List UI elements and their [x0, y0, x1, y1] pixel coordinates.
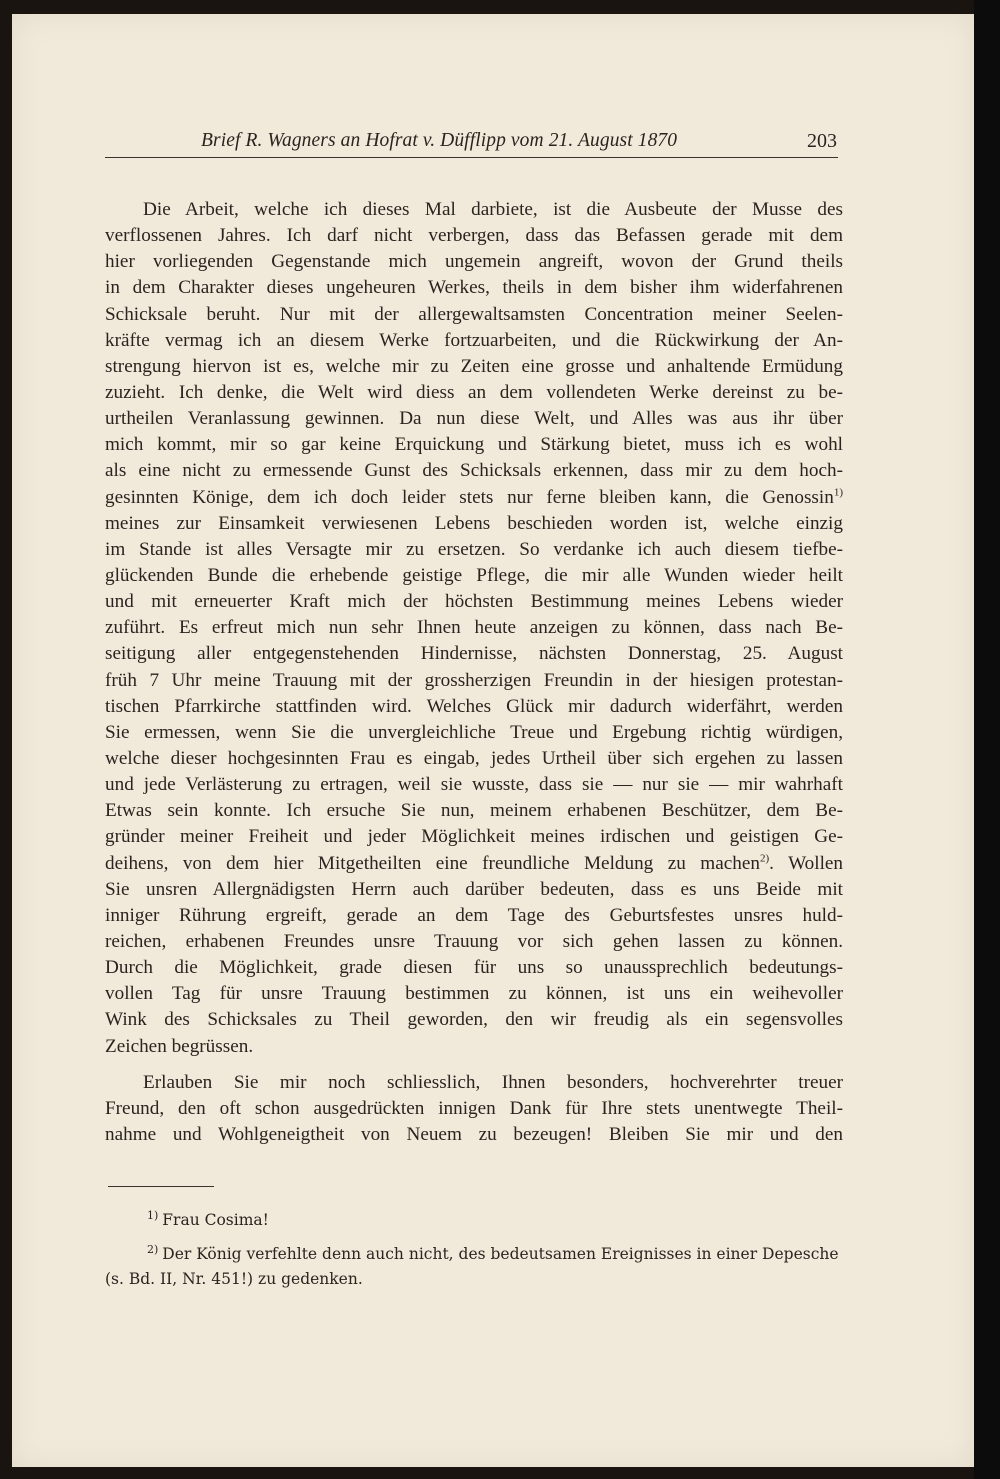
text-line: als eine nicht zu ermessende Gunst des Schicksals erkennen, dass mir zu dem hoch-: [105, 460, 843, 482]
header-rule: [105, 157, 838, 158]
text-line: zuführt. Es erfreut mich nun sehr Ihnen heute anzeigen zu können, dass nach Be-: [105, 617, 843, 639]
text-line: vollen Tag für unsre Trauung bestimmen zu können, ist uns ein weihevoller: [105, 983, 843, 1005]
text-line: zuzieht. Ich denke, die Welt wird diess an dem vollendeten Werke dereinst zu be-: [105, 381, 843, 403]
text-line: tischen Pfarrkirche stattfinden wird. Welches Glück mir dadurch widerfährt, werden: [105, 695, 843, 717]
text-line: in dem Charakter dieses ungeheuren Werkes, theils in dem bisher ihm widerfahrenen: [105, 277, 843, 299]
paragraph-gap: [105, 1060, 843, 1070]
text-line: früh 7 Uhr meine Trauung mit der grossherzigen Freundin in der hiesigen protestan-: [105, 669, 843, 691]
text-line: Schicksale beruht. Nur mit der allergewaltsamsten Concentration meiner Seelen-: [105, 303, 843, 325]
footnote-marker: 2): [147, 1242, 159, 1256]
letter-body: [105, 197, 843, 1148]
text-line: Zeichen begrüssen.: [105, 1035, 254, 1057]
footnote-2-continuation: (s. Bd. II, Nr. 451!) zu gedenken.: [105, 1270, 363, 1288]
running-header: [105, 130, 841, 160]
text-segment: . Wollen: [769, 852, 844, 874]
text-line: verflossenen Jahres. Ich darf nicht verbergen, dass das Befassen gerade mit dem: [105, 225, 843, 247]
text-line: Etwas sein konnte. Ich ersuche Sie nun, meinem erhabenen Beschützer, dem Be-: [105, 800, 843, 822]
text-line: und jede Verlästerung zu ertragen, weil sie wusste, dass sie — nur sie — mir wahrhaft: [105, 774, 843, 796]
text-line: Erlauben Sie mir noch schliesslich, Ihnen besonders, hochverehrter treuer: [143, 1071, 843, 1093]
page-number: 203: [807, 130, 837, 152]
text-line: Die Arbeit, welche ich dieses Mal darbiete, ist die Ausbeute der Musse des: [143, 199, 843, 220]
footnote-1: [105, 1208, 850, 1233]
text-line: seitigung aller entgegenstehenden Hindernisse, nächsten Donnerstag, 25. August: [105, 643, 843, 665]
footnote-ref-1[interactable]: 1): [833, 486, 843, 499]
text-line: inniger Rührung ergreift, gerade an dem Tage des Geburtsfestes unsres huld-: [105, 904, 843, 926]
footnote-marker: 1): [147, 1208, 159, 1222]
text-line: Wink des Schicksales zu Theil geworden, den wir freudig als ein segensvolles: [105, 1009, 843, 1031]
text-line: glückenden Bunde die erhebende geistige Pflege, die mir alle Wunden wieder heilt: [105, 564, 843, 586]
footnotes: [105, 1208, 850, 1292]
text-line: nahme und Wohlgeneigtheit von Neuem zu bezeugen! Bleiben Sie mir und den: [105, 1123, 843, 1145]
text-line: urtheilen Veranlassung gewinnen. Da nun diese Welt, und Alles was aus ihr über: [105, 408, 843, 430]
text-line: strengung hiervon ist es, welche mir zu Zeiten eine grosse und anhaltende Ermüdung: [105, 355, 843, 377]
text-line: Sie unsren Allergnädigsten Herrn auch darüber bedeuten, dass es uns Beide mit: [105, 878, 843, 900]
text-line: hier vorliegenden Gegenstande mich ungemein angreift, wovon der Grund theils: [105, 251, 843, 273]
text-line: Freund, den oft schon ausgedrückten innigen Dank für Ihre stets unentwegte Theil-: [105, 1097, 843, 1119]
text-line: welche dieser hochgesinnten Frau es eingab, jedes Urtheil über sich ergehen zu lassen: [105, 747, 843, 769]
footnote-text: Der König verfehlte denn auch nicht, des bedeutsamen Ereignisses in einer Depesche: [162, 1245, 839, 1263]
scan-border: [974, 0, 1000, 1479]
text-line: mich kommt, mir so gar keine Erquickung und Stärkung bietet, muss ich es wohl: [105, 434, 843, 456]
text-line-with-footnote: [105, 851, 843, 877]
text-line-with-footnote: [105, 485, 843, 511]
text-line: Sie ermessen, wenn Sie die unvergleichliche Treue und Ergebung richtig würdigen,: [105, 721, 843, 743]
text-segment: deihens, von dem hier Mitgetheilten eine freundliche Meldung zu machen: [105, 852, 760, 874]
footnote-text: Frau Cosima!: [162, 1211, 269, 1229]
text-line: gründer meiner Freiheit und jeder Möglichkeit meines irdischen und geistigen Ge-: [105, 826, 843, 848]
footnote-gap: [105, 1233, 850, 1242]
text-line: kräfte vermag ich an diesem Werke fortzuarbeiten, und die Rückwirkung der An-: [105, 329, 843, 351]
text-line: meines zur Einsamkeit verwiesenen Lebens beschieden worden ist, welche einzig: [105, 512, 843, 534]
text-line: und mit erneuerter Kraft mich der höchsten Bestimmung meines Lebens wieder: [105, 591, 843, 613]
footnote-ref-2[interactable]: 2): [759, 852, 770, 865]
text-segment: gesinnten Könige, dem ich doch leider stets nur ferne bleiben kann, die Genossin: [105, 486, 834, 508]
paragraph-2: [105, 1070, 843, 1148]
text-line: im Stande ist alles Versagte mir zu ersetzen. So verdanke ich auch diesem tiefbe-: [105, 538, 843, 560]
paragraph-1: [105, 197, 843, 1060]
footnote-rule: [108, 1186, 214, 1187]
footnote-2: [105, 1242, 850, 1267]
running-title: Brief R. Wagners an Hofrat v. Düfflipp vom 21. August 1870: [201, 130, 678, 151]
text-line: Durch die Möglichkeit, grade diesen für uns so unaussprechlich bedeutungs-: [105, 957, 843, 979]
text-line: reichen, erhabenen Freundes unsre Trauung vor sich gehen lassen zu können.: [105, 930, 843, 952]
